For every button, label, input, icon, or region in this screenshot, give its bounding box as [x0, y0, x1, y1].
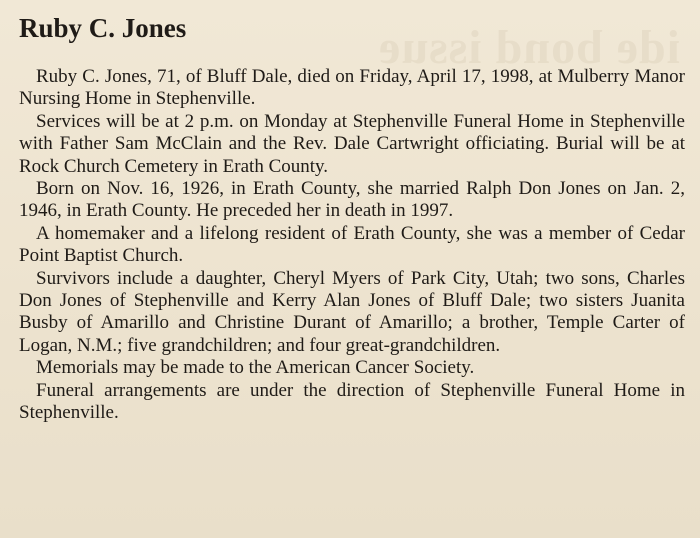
obituary-body [19, 66, 685, 425]
obituary-paragraph-death: Ruby C. Jones, 71, of Bluff Dale, died on Friday, April 17, 1998, at Mulberry Manor Nursing Home in Stephenville. [19, 66, 685, 110]
obituary-title: Ruby C. Jones [19, 13, 187, 43]
obituary-paragraph-services: Services will be at 2 p.m. on Monday at Stephenville Funeral Home in Stephenville with Father Sam McClain and the Rev. Dale Cartwright officiating. Burial will be at Rock Church Cemetery in Erath County. [19, 110, 685, 177]
obituary-paragraph-survivors: Survivors include a daughter, Cheryl Myers of Park City, Utah; two sons, Charles Don Jones of Stephenville and Kerry Alan Jones of Bluff Dale; two sisters Juanita Busby of Amarillo and Christine Durant of Amarillo; a brother, Temple Carter of Logan, N.M.; five grandchildren; and four great-grandchildren. [19, 267, 685, 356]
bleed-through-texture: ide bond issue [377, 21, 680, 74]
obituary-paragraph-residence: A homemaker and a lifelong resident of Erath County, she was a member of Cedar Point Baptist Church. [19, 222, 685, 267]
obituary-paragraph-arrangements: Funeral arrangements are under the direction of Stephenville Funeral Home in Stephenville. [19, 379, 685, 424]
obituary-paragraph-biography: Born on Nov. 16, 1926, in Erath County, she married Ralph Don Jones on Jan. 2, 1946, in Erath County. He preceded her in death in 1997. [19, 178, 685, 222]
obituary-paragraph-memorials: Memorials may be made to the American Cancer Society. [36, 357, 475, 379]
